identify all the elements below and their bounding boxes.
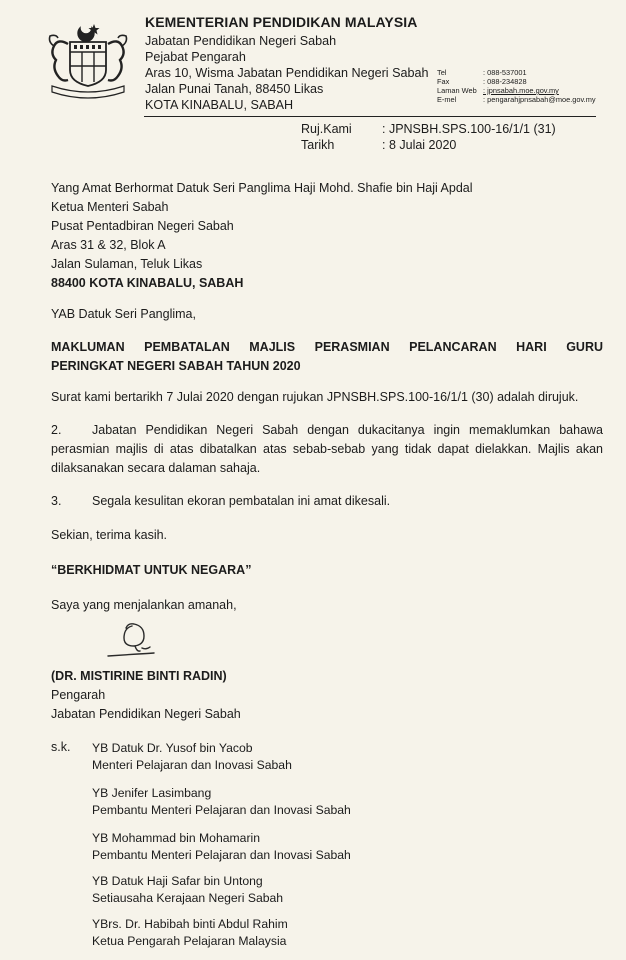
copy-recipient: YB Mohammad bin Mohamarin Pembantu Menteri Pelajaran dan Inovasi Sabah [92, 831, 351, 862]
office-name: Pejabat Pengarah [145, 50, 246, 64]
closing-motto: “BERKHIDMAT UNTUK NEGARA” [51, 563, 252, 577]
paragraph-2: 2. Jabatan Pendidikan Negeri Sabah dengan dukacitanya ingin memaklumkan bahawa perasmian majlis di atas dibatalkan atas sebab-sebab yang tidak dapat dielakkan. Majlis akan dilaksanakan secara dalaman sahaja. [51, 423, 603, 476]
recipient-line-1: Yang Amat Berhormat Datuk Seri Panglima Haji Mohd. Shafie bin Haji Apdal [51, 181, 473, 195]
copy-recipient: YB Jenifer Lasimbang Pembantu Menteri Pelajaran dan Inovasi Sabah [92, 786, 351, 817]
closing-thanks: Sekian, terima kasih. [51, 528, 168, 542]
closing-trust: Saya yang menjalankan amanah, [51, 598, 237, 612]
copy-recipient: YB Datuk Dr. Yusof bin Yacob Menteri Pelajaran dan Inovasi Sabah [92, 741, 292, 772]
subject-line-1: MAKLUMAN PEMBATALAN MAJLIS PERASMIAN PELANCARAN HARI GURU [51, 340, 603, 354]
subject-line-2: PERINGKAT NEGERI SABAH TAHUN 2020 [51, 359, 301, 373]
handwritten-signature [102, 618, 162, 664]
copy-recipient: YB Datuk Haji Safar bin Untong Setiausaha Kerajaan Negeri Sabah [92, 874, 284, 905]
department-name: Jabatan Pendidikan Negeri Sabah [145, 34, 337, 48]
contact-website[interactable]: Laman Web : jpnsabah.moe.gov.my [437, 86, 559, 95]
reference-number: Ruj.Kami : JPNSBH.SPS.100-16/1/1 (31) [301, 122, 556, 136]
letter-date: Tarikh : 8 Julai 2020 [301, 138, 457, 152]
signatory-name: (DR. MISTIRINE BINTI RADIN) [51, 669, 227, 683]
copy-recipient: YBrs. Dr. Habibah binti Abdul Rahim Ketua Pengarah Pelajaran Malaysia [92, 917, 288, 948]
address-city: KOTA KINABALU, SABAH [145, 98, 294, 112]
contact-tel: Tel : 088-537001 [437, 68, 527, 77]
address-line-1: Aras 10, Wisma Jabatan Pendidikan Negeri Sabah [145, 66, 429, 80]
malaysia-coat-of-arms-icon [40, 20, 136, 102]
recipient-line-3: Pusat Pentadbiran Negeri Sabah [51, 219, 234, 233]
salutation: YAB Datuk Seri Panglima, [51, 307, 196, 321]
signatory-title: Pengarah [51, 688, 106, 702]
signatory-department: Jabatan Pendidikan Negeri Sabah [51, 707, 241, 721]
address-line-2: Jalan Punai Tanah, 88450 Likas [145, 82, 324, 96]
recipient-line-6: 88400 KOTA KINABALU, SABAH [51, 276, 244, 290]
recipient-line-5: Jalan Sulaman, Teluk Likas [51, 257, 203, 271]
header-divider [144, 116, 596, 117]
contact-email[interactable]: E-mel : pengarahjpnsabah@moe.gov.my [437, 95, 596, 104]
ministry-name: KEMENTERIAN PENDIDIKAN MALAYSIA [145, 14, 418, 30]
contact-fax: Fax : 088-234828 [437, 77, 527, 86]
paragraph-1: Surat kami bertarikh 7 Julai 2020 dengan rujukan JPNSBH.SPS.100-16/1/1 (30) adalah dirujuk. [51, 390, 579, 404]
recipient-line-2: Ketua Menteri Sabah [51, 200, 169, 214]
paragraph-3: 3. Segala kesulitan ekoran pembatalan ini amat dikesali. [51, 494, 391, 508]
recipient-line-4: Aras 31 & 32, Blok A [51, 238, 166, 252]
copies-label: s.k. [51, 740, 71, 754]
subject-heading [51, 338, 603, 376]
